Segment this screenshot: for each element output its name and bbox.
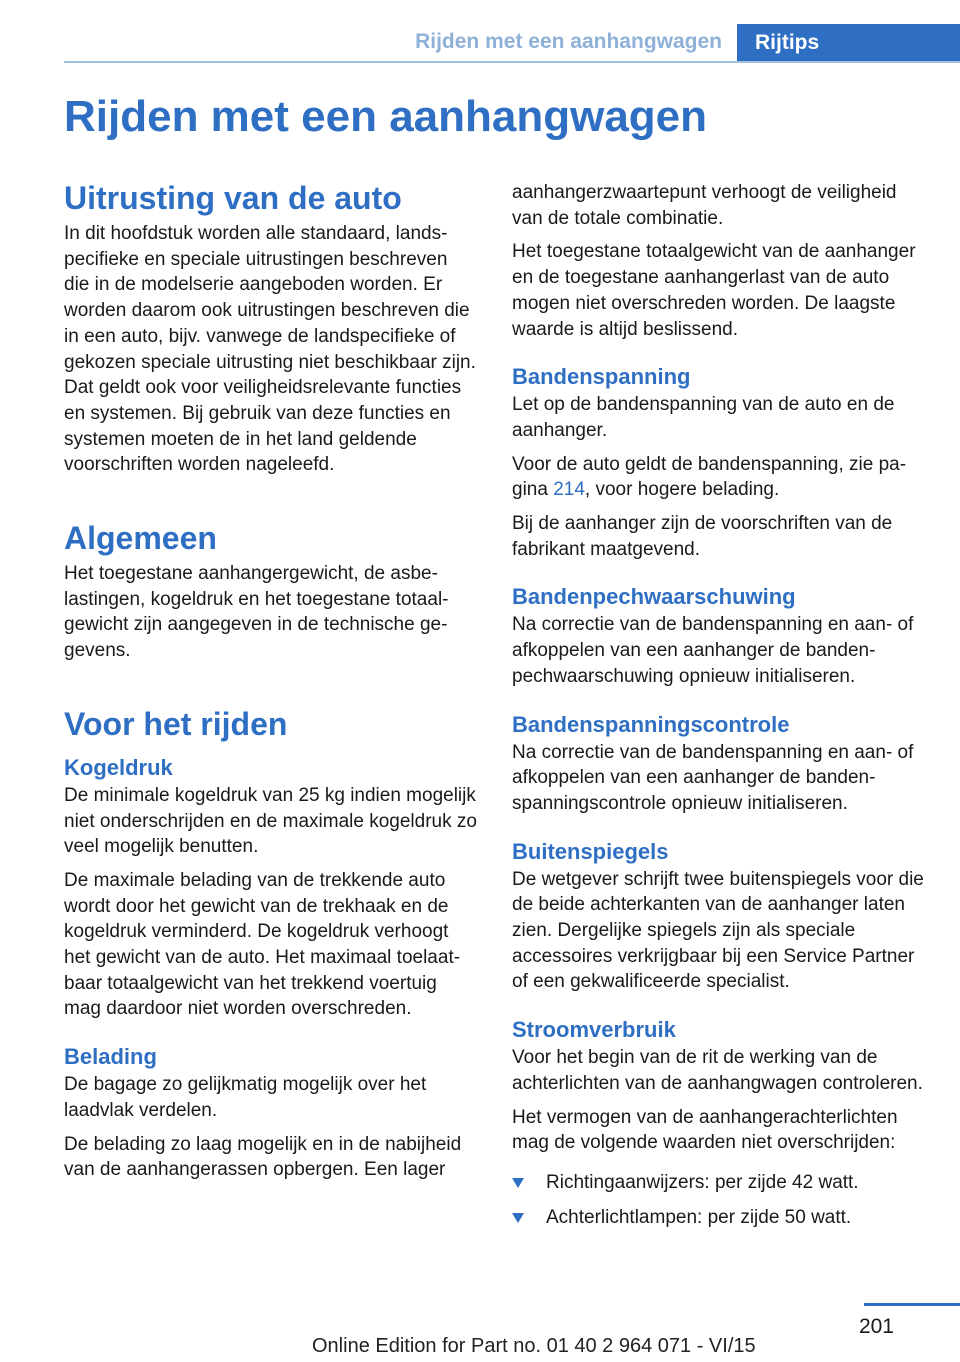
stroomverbruik-p2: Het vermogen van de aanhangerachterlichten mag de volgende waarden niet overschrijden: [512, 1106, 898, 1154]
bandenpech-text: Na correctie van de bandenspanning en aan- of afkoppelen van een aanhanger de bandenpechwaarschuwing opnieuw initialiseren. [512, 614, 914, 687]
kogeldruk-p2: De maximale belading van de trekkende auto wordt door het gewicht van de trekhaak en de kogeldruk verminderd. De kogeldruk verhoogt het gewicht van de auto. Het maximaal toelaatbaar totaalgewicht van het trekkend voertuig mag daardoor niet worden overschreden. [64, 869, 461, 1020]
page-title: Rijden met een aanhangwagen [64, 92, 708, 141]
header-chapter-tab: Rijtips [737, 24, 960, 62]
belading-p2: De belading zo laag mogelijk en in de nabijheid van de aanhangerassen opbergen. Een lager [64, 1133, 462, 1181]
heading-belading: Belading [64, 1044, 157, 1070]
kogeldruk-p1: De minimale kogeldruk van 25 kg indien mogelijk niet onderschrijden en de maximale kogeldruk zo veel mogelijk benutten. [64, 784, 477, 858]
list-item [512, 1205, 926, 1231]
bandenspanning-p2 [512, 452, 926, 503]
heading-stroomverbruik: Stroomverbruik [512, 1017, 676, 1043]
continued-p1: aanhangerzwaartepunt verhoogt de veiligheid van de totale combinatie. [512, 182, 897, 229]
bandenspanning-p2-before: Voor de auto geldt de bandenspanning, zie pagina [512, 453, 907, 501]
footer-rule [864, 1303, 960, 1306]
bandenspanning-p1: Let op de bandenspanning van de auto en de aanhanger. [512, 394, 895, 441]
bandenspanning-p3: Bij de aanhanger zijn de voorschriften van de fabrikant maatgevend. [512, 513, 893, 560]
triangle-bullet-icon [512, 1213, 524, 1223]
header-section-title: Rijden met een aanhangwagen [415, 30, 722, 53]
algemeen-text: Het toegestane aanhangergewicht, de asbelastingen, kogeldruk en het toegestane totaalgewicht zijn aangegeven in de technische gegevens. [64, 563, 449, 662]
buitenspiegels-text: De wetgever schrijft twee buitenspiegels voor die de beide achterkanten van de aanhanger laten zien. Dergelijke spiegels zijn als speciale accessoires verkrijgbaar bij een Service Partner of een gekwalificeerde specialist. [512, 868, 924, 993]
bandenspanningscontrole-text: Na correctie van de bandenspanning en aan- of afkoppelen van een aanhanger de bandenspanningscontrole opnieuw initialiseren. [512, 741, 914, 814]
heading-bandenspanning: Bandenspanning [512, 364, 691, 390]
stroomverbruik-p1: Voor het begin van de rit de werking van de achterlichten van de aanhangwagen controleren. [512, 1047, 923, 1094]
heading-bandenspanningscontrole: Bandenspanningscontrole [512, 711, 790, 737]
heading-buitenspiegels: Buitenspiegels [512, 838, 669, 864]
heading-kogeldruk: Kogeldruk [64, 754, 173, 780]
belading-p1: De bagage zo gelijkmatig mogelijk over het laadvlak verdelen. [64, 1074, 427, 1121]
list-item-text: Richtingaanwijzers: per zijde 42 watt. [546, 1171, 859, 1193]
right-column [512, 180, 926, 1239]
uitrusting-text: In dit hoofdstuk worden alle standaard, landspecifieke en speciale uitrustingen beschreven die in de modelserie aangeboden worden. Er worden daarom ook uitrustingen beschreven die in een auto, bijv. vanwege de landspecifieke of gekozen speciale uitrusting niet beschikbaar zijn. Dat geldt ook voor veiligheidsrelevante functies en systemen. Bij gebruik van deze functies en systemen moeten de in het land geldende voorschriften worden nageleefd. [64, 223, 476, 476]
left-column [64, 180, 478, 1191]
header-rule [64, 61, 960, 63]
heading-uitrusting: Uitrusting van de auto [64, 180, 402, 216]
heading-algemeen: Algemeen [64, 520, 217, 557]
footer-edition-note: Online Edition for Part no. 01 40 2 964 071 - VI/15 [312, 1335, 756, 1357]
stroomverbruik-list [512, 1170, 926, 1230]
list-item [512, 1170, 926, 1196]
heading-voor-het-rijden: Voor het rijden [64, 705, 288, 742]
continued-p2: Het toegestane totaalgewicht van de aanhanger en de toegestane aanhangerlast van de auto mogen niet overschreden worden. De laagste waarde is altijd beslissend. [512, 241, 916, 340]
bandenspanning-p2-after: , voor hogere belading. [584, 479, 780, 501]
heading-bandenpechwaarschuwing: Bandenpechwaarschuwing [512, 584, 796, 610]
triangle-bullet-icon [512, 1178, 524, 1188]
page-number: 201 [858, 1315, 894, 1338]
list-item-text: Achterlichtlampen: per zijde 50 watt. [546, 1206, 852, 1228]
page-link-214[interactable]: 214 [553, 479, 585, 501]
